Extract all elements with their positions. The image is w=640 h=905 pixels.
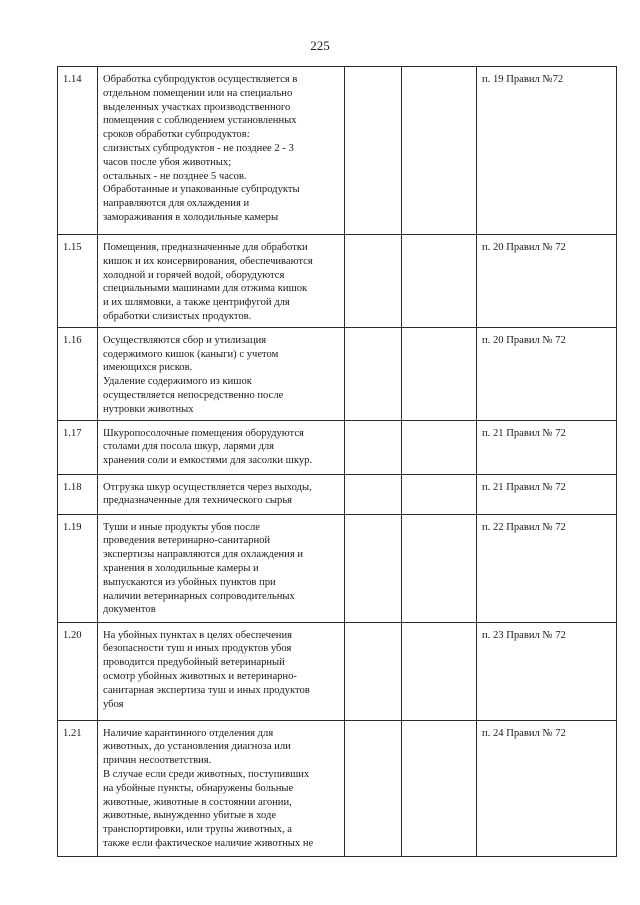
item-number: 1.18 xyxy=(58,474,98,514)
empty-cell-b xyxy=(402,474,477,514)
table-row xyxy=(58,327,617,420)
requirement-text: Осуществляются сбор и утилизация содержимого кишок (каныги) с учетом имеющихся рисков. Удаление содержимого из кишок осуществляется непосредственно после нутровки животных xyxy=(98,327,345,420)
rule-reference: п. 24 Правил № 72 xyxy=(477,720,617,856)
rule-reference: п. 21 Правил № 72 xyxy=(477,474,617,514)
rule-reference: п. 21 Правил № 72 xyxy=(477,420,617,474)
item-number: 1.17 xyxy=(58,420,98,474)
table-row xyxy=(58,67,617,235)
requirement-text: Обработка субпродуктов осуществляется в отдельном помещении или на специально выделенных участках производственного помещения с соблюдением установленных сроков обработки субпродуктов: слизистых субпродуктов - не позднее 2 - 3 часов после убоя животных; остальных - не позднее 5 часов. Обработанные и упакованные субпродукты направляются для охлаждения и замораживания в холодильные камеры xyxy=(98,67,345,235)
item-number: 1.19 xyxy=(58,514,98,622)
empty-cell-a xyxy=(345,622,402,720)
requirement-text: Наличие карантинного отделения для животных, до установления диагноза или причин несоответствия. В случае если среди животных, поступивших на убойные пункты, обнаружены больные животные, животные в состоянии агонии, животные, вынужденно убитые в ходе транспортировки, или трупы животных, а также если фактическое наличие животных не xyxy=(98,720,345,856)
requirement-text: Помещения, предназначенные для обработки кишок и их консервирования, обеспечиваются холодной и горячей водой, оборудуются специальными машинами для отжима кишок и их шлямовки, а также центрифугой для обработки слизистых продуктов. xyxy=(98,235,345,328)
empty-cell-b xyxy=(402,327,477,420)
table-row xyxy=(58,720,617,856)
rule-reference: п. 19 Правил №72 xyxy=(477,67,617,235)
empty-cell-a xyxy=(345,67,402,235)
empty-cell-a xyxy=(345,720,402,856)
page-number: 225 xyxy=(310,38,330,53)
rule-reference: п. 20 Правил № 72 xyxy=(477,235,617,328)
rule-reference: п. 22 Правил № 72 xyxy=(477,514,617,622)
rule-reference: п. 23 Правил № 72 xyxy=(477,622,617,720)
empty-cell-b xyxy=(402,720,477,856)
empty-cell-a xyxy=(345,327,402,420)
empty-cell-b xyxy=(402,420,477,474)
empty-cell-b xyxy=(402,67,477,235)
empty-cell-a xyxy=(345,474,402,514)
empty-cell-a xyxy=(345,420,402,474)
requirement-text: Туши и иные продукты убоя после проведения ветеринарно-санитарной экспертизы направляются для охлаждения и хранения в холодильные камеры и выпускаются из убойных пунктов при наличии ветеринарных сопроводительных документов xyxy=(98,514,345,622)
requirement-text: Шкуропосолочные помещения оборудуются столами для посола шкур, ларями для хранения соли и емкостями для засолки шкур. xyxy=(98,420,345,474)
empty-cell-b xyxy=(402,514,477,622)
table-row xyxy=(58,474,617,514)
table-row xyxy=(58,622,617,720)
empty-cell-b xyxy=(402,235,477,328)
table-row xyxy=(58,420,617,474)
table-row xyxy=(58,514,617,622)
item-number: 1.20 xyxy=(58,622,98,720)
empty-cell-a xyxy=(345,514,402,622)
table-row xyxy=(58,235,617,328)
rule-reference: п. 20 Правил № 72 xyxy=(477,327,617,420)
item-number: 1.15 xyxy=(58,235,98,328)
requirement-text: На убойных пунктах в целях обеспечения безопасности туш и иных продуктов убоя проводится предубойный ветеринарный осмотр убойных животных и ветеринарно- санитарная экспертиза туш и иных продуктов убоя xyxy=(98,622,345,720)
empty-cell-b xyxy=(402,622,477,720)
empty-cell-a xyxy=(345,235,402,328)
item-number: 1.16 xyxy=(58,327,98,420)
item-number: 1.14 xyxy=(58,67,98,235)
item-number: 1.21 xyxy=(58,720,98,856)
requirement-text: Отгрузка шкур осуществляется через выходы, предназначенные для технического сырья xyxy=(98,474,345,514)
requirements-table xyxy=(57,66,617,857)
